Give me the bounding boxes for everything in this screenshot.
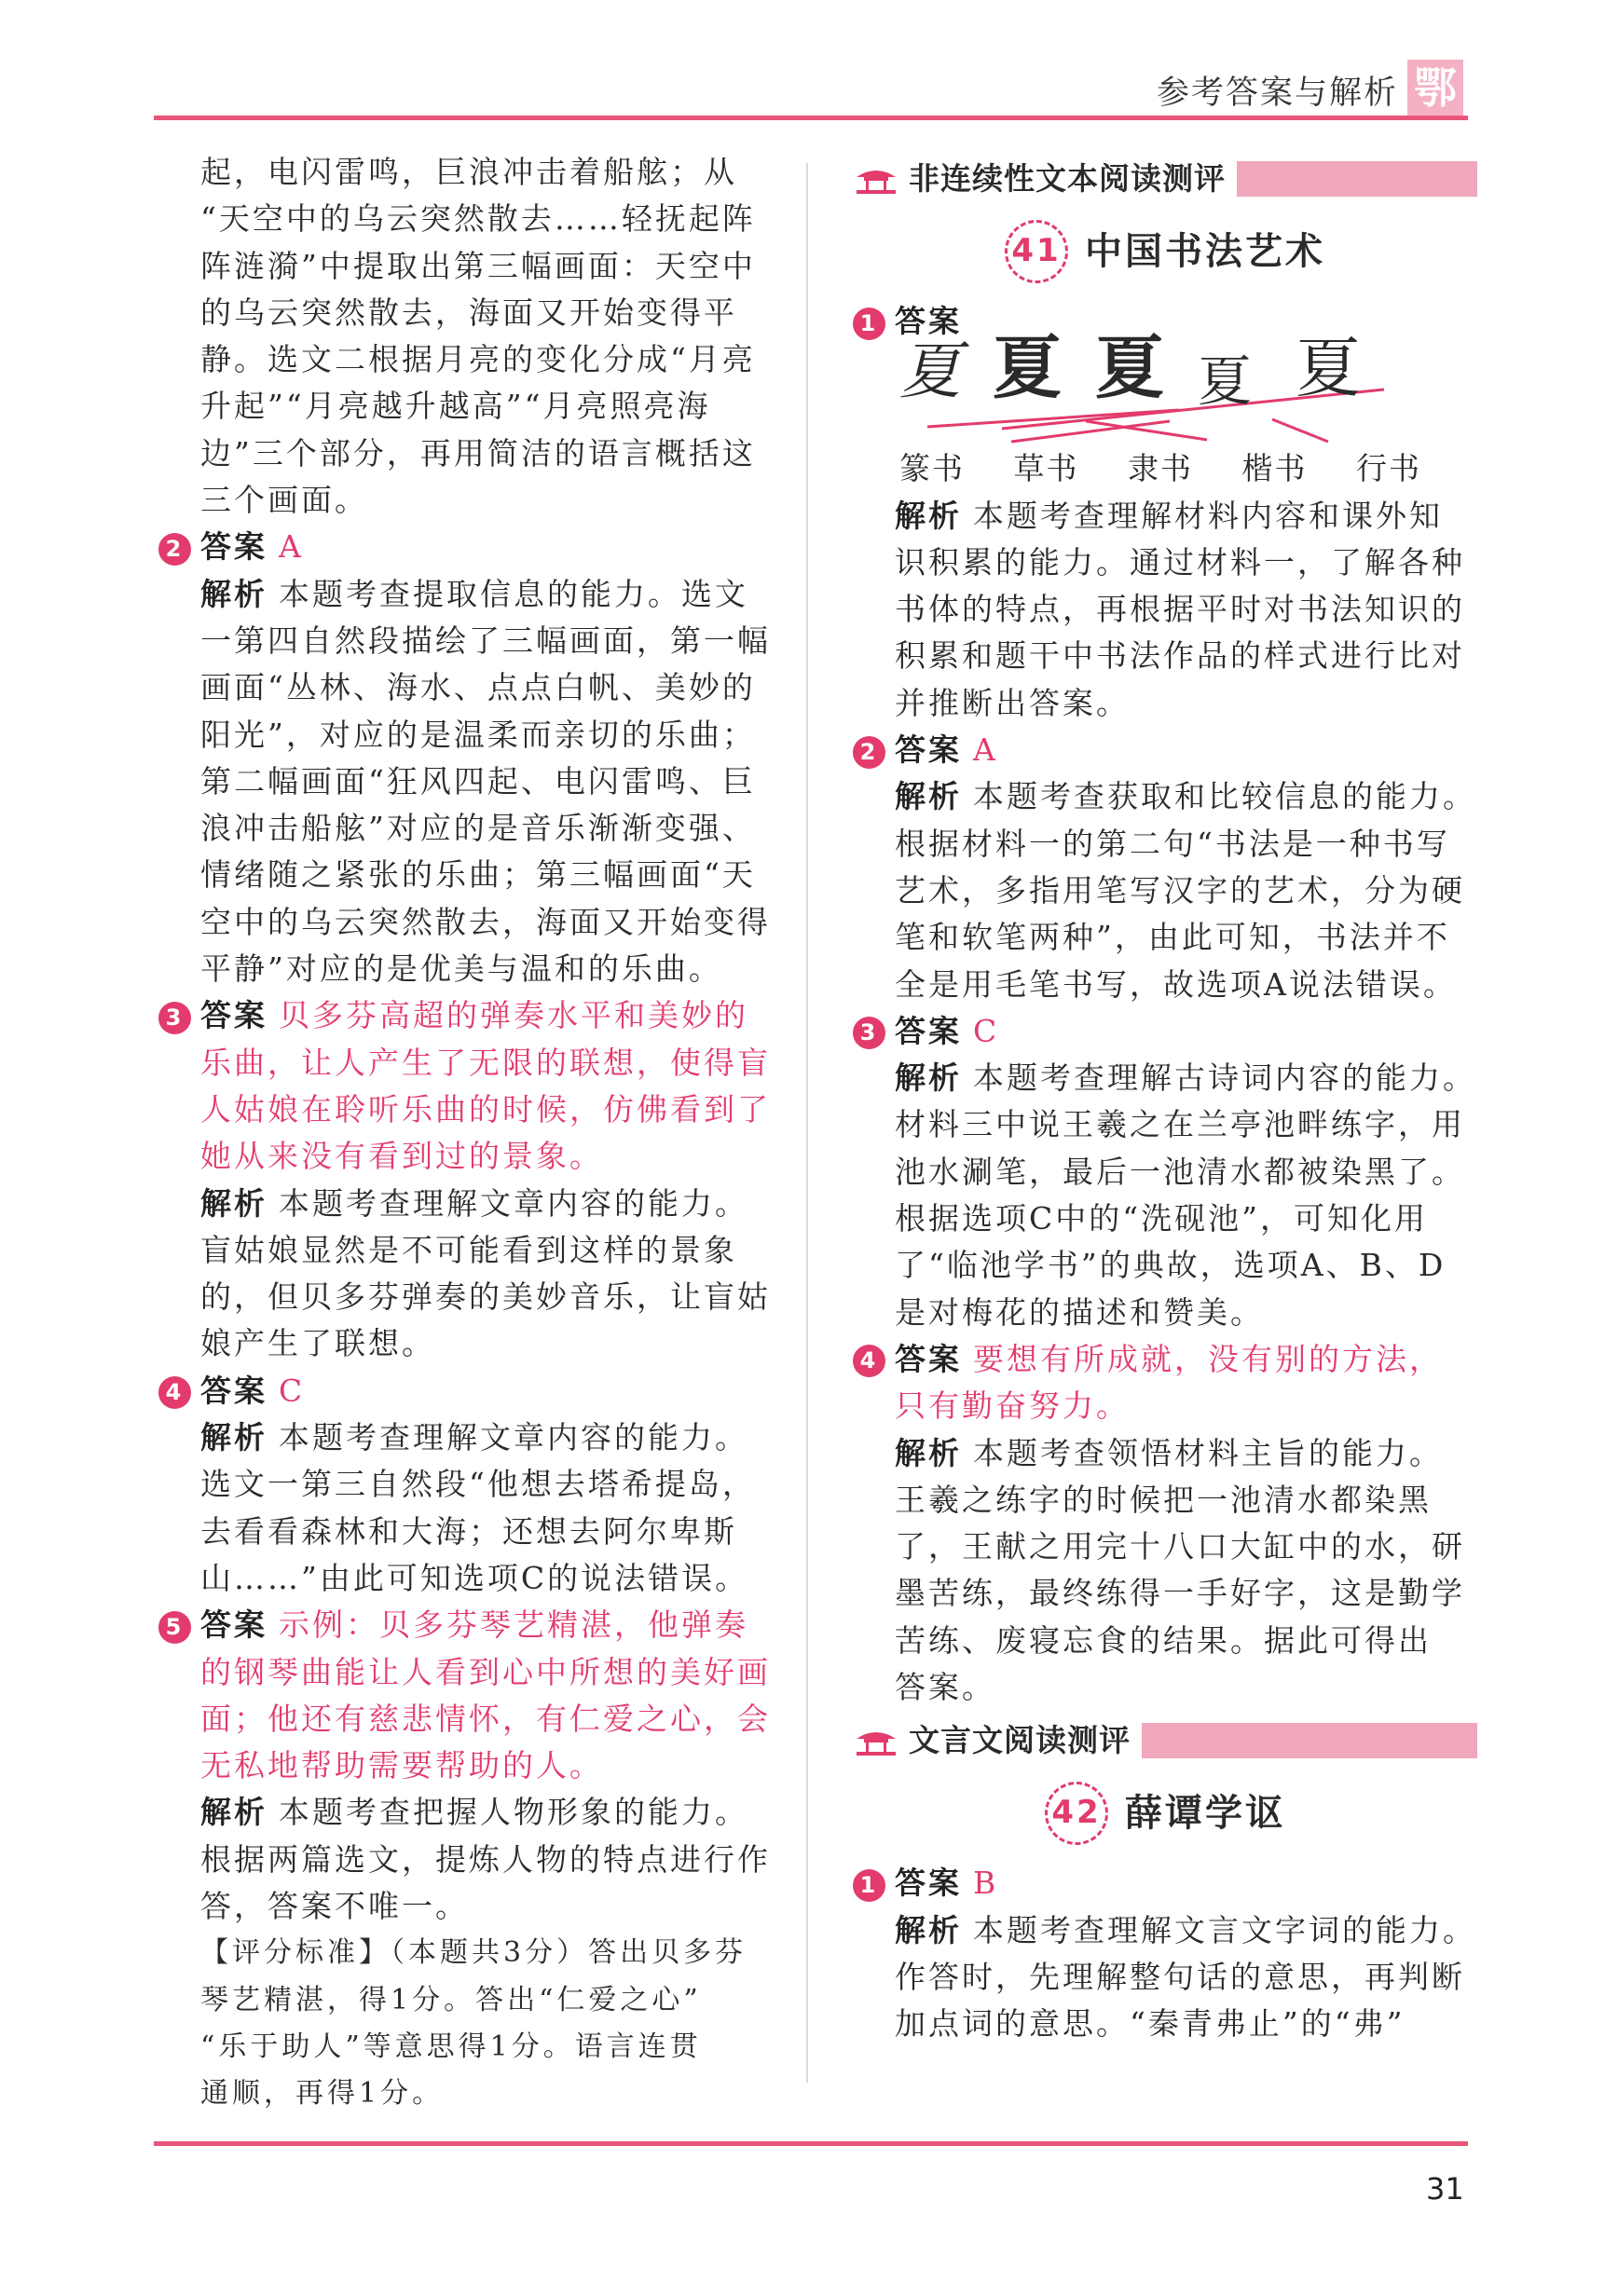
analysis-label: 解析 [200, 575, 267, 612]
text-line: “天空中的乌云突然散去……轻抚起阵 [200, 200, 756, 238]
text-line: 情绪随之紧张的乐曲；第三幅画面“天 [200, 856, 756, 894]
answer-value: A [279, 528, 304, 566]
answer-line: 的钢琴曲能让人看到心中所想的美好画 [200, 1653, 771, 1690]
right-column [853, 149, 1477, 2048]
text-line: 一第四自然段描绘了三幅画面，第一幅 [200, 622, 771, 659]
calligraphy-matching [899, 328, 1449, 445]
a41-question-4 [853, 1336, 1477, 1711]
text-line: 根据两篇选文，提炼人物的特点进行作 [200, 1840, 771, 1878]
pavilion-icon [853, 162, 899, 196]
section-bar [1142, 1723, 1477, 1758]
text-line: 平静”对应的是优美与温和的乐曲。 [200, 950, 722, 988]
answer-label: 答案 [895, 1340, 962, 1377]
text-line: 的，但贝多芬弹奏的美妙音乐，让盲姑 [200, 1278, 771, 1316]
script-label: 篆书 [899, 450, 965, 487]
article-number: 41 [1005, 220, 1068, 283]
matching-lines [899, 328, 1449, 445]
calligraphy-seal: 夏 [1296, 330, 1361, 407]
analysis-label: 解析 [200, 1184, 267, 1222]
question-number: 3 [158, 1002, 191, 1034]
answer-label: 答案 [895, 1865, 962, 1902]
text-line: 答案。 [895, 1669, 995, 1706]
answer-label: 答案 [200, 1372, 267, 1409]
text-line: 阵涟漪”中提取出第三幅画面：天空中 [200, 247, 756, 284]
calligraphy-clerical: 夏 [993, 328, 1064, 409]
text-line: 升起”“月亮越升越高”“月亮照亮海 [200, 388, 711, 425]
article-name: 中国书法艺术 [1085, 229, 1325, 273]
text-line: 盲姑娘显然是不可能看到这样的景象 [200, 1231, 737, 1268]
section-title: 非连续性文本阅读测评 [909, 156, 1237, 202]
text-line: 本题考查理解材料内容和课外知 [973, 497, 1443, 534]
answer-line: 她从来没有看到过的景象。 [200, 1138, 603, 1175]
text-line: 本题考查理解古诗词内容的能力。 [973, 1059, 1476, 1097]
text-line: 本题考查理解文章内容的能力。 [279, 1419, 748, 1456]
text-line: 作答时，先理解整句话的意思，再判断 [895, 1958, 1465, 1995]
analysis-label: 解析 [895, 1911, 962, 1948]
calligraphy-cursive: 夏 [899, 335, 964, 408]
text-line: 并推断出答案。 [895, 684, 1130, 721]
question-4 [158, 1368, 778, 1602]
article-title [853, 214, 1477, 289]
column-divider [806, 163, 808, 2083]
section-header [853, 1713, 1477, 1769]
text-line: 墨苦练，最终练得一手好字，这是勤学 [895, 1575, 1465, 1612]
a41-question-1 [853, 298, 1477, 727]
question-number: 1 [853, 1869, 885, 1902]
a41-question-2 [853, 727, 1477, 1008]
text-line: 笔和软笔两种”，由此可知，书法并不 [895, 919, 1450, 956]
analysis-label: 解析 [200, 1794, 267, 1831]
text-line: 加点词的意思。“秦青弗止”的“弗” [895, 2005, 1405, 2043]
analysis-label: 解析 [895, 778, 962, 815]
text-line: 第二幅画面“狂风四起、电闪雷鸣、巨 [200, 762, 756, 800]
page-number: 31 [1426, 2171, 1464, 2207]
province-badge: 鄂 [1407, 60, 1463, 116]
article-title [853, 1776, 1477, 1851]
text-line: 池水涮笔，最后一池清水都被染黑了。 [895, 1153, 1465, 1190]
text-line: 了“临池学书”的典故，选项A、B、D [895, 1247, 1447, 1284]
analysis-label: 解析 [895, 1434, 962, 1471]
analysis-label: 解析 [200, 1419, 267, 1456]
article-name: 薛谭学讴 [1125, 1792, 1285, 1836]
question-2 [158, 524, 778, 992]
text-line: 本题考查提取信息的能力。选文 [279, 575, 748, 612]
question-number: 4 [158, 1376, 191, 1409]
answer-line: 面；他还有慈悲情怀，有仁爱之心，会 [200, 1700, 771, 1737]
analysis-label: 解析 [895, 1059, 962, 1097]
left-column [158, 149, 778, 2117]
script-label: 隶书 [1128, 450, 1193, 487]
scoring-line: “乐于助人”等意思得1分。语言连贯 [200, 2030, 702, 2063]
question-number: 2 [158, 533, 191, 566]
question-5 [158, 1602, 778, 2117]
text-line: 山……”由此可知选项C的说法错误。 [200, 1559, 749, 1596]
answer-value: C [279, 1372, 306, 1409]
answer-label: 答案 [895, 1012, 962, 1049]
answer-line: 无私地帮助需要帮助的人。 [200, 1747, 603, 1784]
script-label: 草书 [1013, 450, 1079, 487]
answer-value: A [973, 731, 998, 769]
text-line: 书体的特点，再根据平时对书法知识的 [895, 591, 1465, 628]
answer-value: 示例：贝多芬琴艺精湛，他弹奏 [279, 1606, 748, 1644]
text-line: 答，答案不唯一。 [200, 1887, 469, 1924]
article-number: 42 [1045, 1782, 1108, 1845]
question-number: 3 [853, 1017, 885, 1049]
scoring-line: 【评分标准】（本题共3分）答出贝多芬 [200, 1936, 747, 1970]
header-rule [154, 116, 1468, 120]
text-line: 了，王献之用完十八口大缸中的水，研 [895, 1528, 1465, 1565]
text-line: 去看看森林和大海；还想去阿尔卑斯 [200, 1512, 737, 1550]
calligraphy-regular: 夏 [1095, 328, 1167, 409]
script-label: 行书 [1356, 450, 1421, 487]
text-line: 全是用毛笔书写，故选项A说法错误。 [895, 965, 1457, 1003]
script-label: 楷书 [1241, 450, 1308, 487]
section-bar [1237, 161, 1477, 197]
answer-value: 要想有所成就，没有别的方法， [973, 1340, 1443, 1377]
a41-question-3 [853, 1008, 1477, 1336]
scoring-line: 琴艺精湛，得1分。答出“仁爱之心” [200, 1983, 702, 2016]
answer-line: 人姑娘在聆听乐曲的时候，仿佛看到了 [200, 1090, 771, 1128]
answer-label: 答案 [895, 303, 962, 339]
text-line: 的乌云突然散去，海面又开始变得平 [200, 294, 737, 331]
answer-label: 答案 [895, 731, 962, 769]
text-line: 根据材料一的第二句“书法是一种书写 [895, 825, 1450, 862]
answer-line: 乐曲，让人产生了无限的联想，使得盲 [200, 1044, 771, 1081]
text-line: 静。选文二根据月亮的变化分成“月亮 [200, 341, 756, 378]
text-line: 是对梅花的描述和赞美。 [895, 1293, 1264, 1331]
footer-rule [154, 2141, 1468, 2146]
question-number: 5 [158, 1611, 191, 1644]
text-line: 起，电闪雷鸣，巨浪冲击着船舷；从 [200, 154, 737, 190]
calligraphy-running: 夏 [1198, 349, 1255, 414]
answer-label: 答案 [200, 528, 267, 566]
text-line: 根据选项C中的“洗砚池”，可知化用 [895, 1200, 1428, 1237]
question-number: 4 [853, 1345, 885, 1377]
a42-question-1 [853, 1860, 1477, 2047]
text-line: 积累和题干中书法作品的样式进行比对 [895, 637, 1465, 675]
question-number: 2 [853, 736, 885, 769]
text-line: 本题考查理解文言文字词的能力。 [973, 1911, 1476, 1948]
answer-label: 答案 [200, 1606, 267, 1644]
scoring-line: 通顺，再得1分。 [200, 2077, 445, 2111]
question-number: 1 [853, 308, 885, 340]
text-line: 王羲之练字的时候把一池清水都染黑 [895, 1481, 1432, 1518]
text-line: 艺术，多指用笔写汉字的艺术，分为硬 [895, 871, 1465, 909]
text-line: 阳光”，对应的是温柔而亲切的乐曲； [200, 716, 756, 753]
text-line: 本题考查理解文章内容的能力。 [279, 1184, 748, 1222]
section-title: 文言文阅读测评 [909, 1717, 1142, 1764]
pavilion-icon [853, 1724, 899, 1757]
text-line: 选文一第三自然段“他想去塔希提岛， [200, 1466, 756, 1503]
answer-line: 只有勤奋努力。 [895, 1387, 1130, 1425]
text-line: 本题考查把握人物形象的能力。 [279, 1794, 748, 1831]
answer-value: C [973, 1012, 1000, 1049]
text-line: 三个画面。 [200, 482, 368, 519]
running-header-title: 参考答案与解析 [1156, 75, 1398, 112]
text-line: 本题考查领悟材料主旨的能力。 [973, 1434, 1443, 1471]
answer-value: B [973, 1865, 999, 1902]
text-line: 本题考查获取和比较信息的能力。 [973, 778, 1476, 815]
script-labels [899, 445, 1421, 492]
answer-label: 答案 [200, 997, 267, 1034]
text-line: 边”三个部分，再用简洁的语言概括这 [200, 434, 756, 472]
section-header [853, 151, 1477, 207]
text-line: 浪冲击船舷”对应的是音乐渐渐变强、 [200, 810, 756, 847]
text-line: 娘产生了联想。 [200, 1325, 435, 1362]
question-3 [158, 992, 778, 1367]
text-line: 材料三中说王羲之在兰亭池畔练字，用 [895, 1106, 1465, 1143]
q1-continued [158, 149, 778, 524]
analysis-label: 解析 [895, 497, 962, 534]
text-line: 画面“丛林、海水、点点白帆、美妙的 [200, 669, 756, 706]
text-line: 识积累的能力。通过材料一，了解各种 [895, 543, 1465, 581]
answer-value: 贝多芬高超的弹奏水平和美妙的 [279, 997, 748, 1034]
text-line: 空中的乌云突然散去，海面又开始变得 [200, 903, 771, 940]
text-line: 苦练、废寝忘食的结果。据此可得出 [895, 1621, 1432, 1659]
